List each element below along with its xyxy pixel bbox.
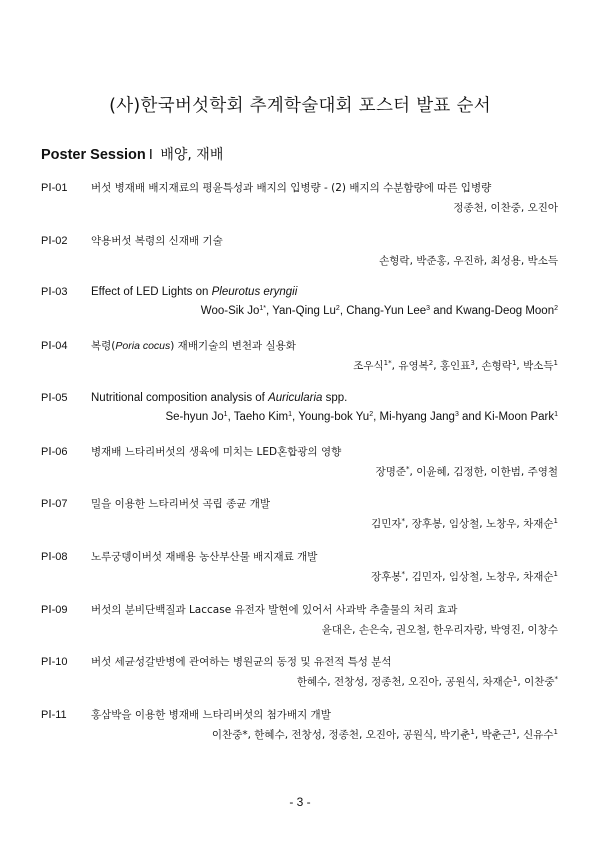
author-name: 공원식: [402, 729, 434, 741]
entry-title: 밀을 이용한 느타리버섯 곡립 종균 개발: [91, 498, 270, 511]
entry-authors: 장후봉*, 김민자, 임상철, 노창우, 차재순$^1$: [371, 569, 558, 583]
entry-title-line: [41, 654, 392, 669]
poster-entry: [0, 496, 600, 536]
author-name: Young-bok Yu: [298, 410, 370, 423]
entry-title: 버섯의 분비단백질과 Laccase 유전자 발현에 있어서 사과박 추출물의 처리 효과: [91, 603, 458, 616]
entry-code: PⅠ-10: [41, 656, 68, 669]
author-name: 조우식: [353, 360, 384, 373]
entry-authors: Woo-Sik $Jo^{1*}$, Yan-Qing Lu$^2$, Chang-Yun Lee$^3$ and Kwang-Deog Moon$^2$: [200, 305, 558, 318]
author-name: 장후봉: [371, 570, 402, 583]
entry-title: 버섯 세균성갈반병에 관여하는 병원균의 동정 및 유전적 특성 분석: [91, 656, 392, 669]
author-name: 이찬중*: [211, 729, 248, 741]
poster-entry: [0, 285, 600, 325]
author-name: 홍인표: [439, 360, 471, 373]
entry-code: PⅠ-03: [41, 286, 68, 299]
poster-entry: [0, 444, 600, 484]
author-name: 차재순: [523, 518, 554, 531]
author-name: 공원식: [445, 676, 476, 689]
author-affiliation-mark: 1*: [259, 305, 267, 313]
author-name: 정종천: [328, 729, 359, 741]
author-affiliation-mark: 1: [511, 728, 517, 736]
author-affiliation-mark: 1: [553, 517, 558, 526]
entry-authors: 조우식$^{1*}$, 유영복$^2$, 홍인표$^3$, 손형락$^1$, 박소득$^1$: [353, 359, 558, 373]
author-affiliation-mark: 1: [288, 410, 293, 418]
author-name: Se-hyun Jo: [165, 410, 224, 423]
author-name: 차재순: [523, 570, 554, 583]
entry-code: PⅠ-08: [41, 550, 68, 563]
entry-title-line: [41, 180, 491, 195]
author-name: Chang-Yun Lee: [346, 305, 427, 318]
author-affiliation-mark: 1: [511, 359, 517, 368]
poster-entry: [0, 654, 600, 694]
author-name: 박기춘: [439, 729, 471, 741]
poster-entry: [0, 233, 600, 273]
entry-authors: 손형락, 박준홍, 우진하, 최성용, 박소득: [379, 254, 558, 267]
author-name: 한혜수: [296, 676, 328, 689]
author-name: Ki-Moon Park: [484, 410, 555, 423]
author-name: 정종천: [371, 676, 402, 689]
author-name: 전창성: [291, 729, 322, 741]
poster-entry: [0, 338, 600, 378]
author-name: 이한범: [490, 465, 521, 478]
entry-title-line: [41, 285, 297, 298]
entry-authors: 김민자*, 장후봉, 임상철, 노창우, 차재순$^1$: [371, 517, 558, 531]
session-topic: 배양, 재배: [160, 147, 224, 163]
author-affiliation-mark: 1*: [383, 359, 392, 368]
author-affiliation-mark: *: [401, 517, 406, 526]
author-name: 장후봉: [411, 518, 443, 531]
entry-code: PⅠ-05: [41, 391, 68, 404]
entry-title-italic: Auricularia: [268, 391, 323, 404]
entry-authors: 이찬중*, 한혜수, 전창성, 정종천, 오진아, 공원식, 박기춘$^1$, 박춘근$^1$, 신유수$^1$: [211, 728, 558, 741]
poster-entry: [0, 391, 600, 431]
author-name: Yan-Qing Lu: [272, 305, 336, 318]
author-name: 임상철: [448, 570, 480, 583]
session-heading: [41, 144, 223, 164]
author-affiliation-mark: *: [554, 675, 558, 684]
entry-title: 노루궁뎅이버섯 재배용 농산부산물 배지재료 개발: [91, 550, 318, 563]
entry-title: Nutritional composition analysis of Auricularia spp.: [91, 391, 348, 404]
author-name: 이윤혜: [416, 465, 447, 478]
entry-code: PⅠ-09: [41, 603, 68, 616]
entry-code: PⅠ-11: [41, 709, 67, 721]
entry-title-line: [41, 338, 296, 353]
author-name: Woo-Sik Jo: [200, 305, 260, 318]
poster-entry: [0, 180, 600, 220]
author-affiliation-mark: 2: [554, 305, 558, 313]
entry-code: PⅠ-07: [41, 498, 68, 511]
entry-authors: 정종천, 이찬중, 오진아: [453, 202, 558, 214]
session-numeral: Ⅰ: [148, 146, 153, 162]
entry-authors: 장명준*, 이윤혜, 김정한, 이한범, 주영철: [375, 464, 558, 478]
poster-entry: [0, 707, 600, 747]
author-name: 신유수: [523, 729, 554, 741]
author-name: 주영철: [527, 465, 558, 478]
author-affiliation-mark: 2: [369, 410, 374, 418]
entry-title: 병재배 느타리버섯의 생육에 미치는 LED혼합광의 영향: [91, 445, 342, 458]
poster-entry: [0, 602, 600, 642]
entry-title-line: [41, 391, 347, 404]
entry-title-line: [41, 707, 331, 722]
entry-title-line: [41, 549, 317, 564]
entry-code: PⅠ-06: [41, 445, 68, 458]
author-name: 한혜수: [254, 729, 285, 741]
author-name: 김정한: [453, 465, 484, 478]
author-name: 유영복: [398, 360, 429, 373]
entry-title: Effect of LED Lights on Pleurotus eryngii: [91, 286, 298, 299]
author-affiliation-mark: 1: [512, 675, 518, 684]
entry-code: PⅠ-04: [41, 340, 68, 353]
author-name: Mi-hyang Jang: [379, 410, 455, 423]
entry-code: PⅠ-02: [41, 234, 68, 247]
author-affiliation-mark: 2: [335, 305, 340, 313]
author-name: 김민자: [411, 570, 443, 583]
entry-title: 버섯 병재배 배지재료의 평윤특성과 배지의 입병량 - (2) 배지의 수분함량에 따른 입병량: [91, 182, 492, 194]
author-affiliation-mark: 3: [470, 359, 475, 368]
author-name: 손형락: [481, 360, 512, 373]
page-number: - 3 -: [289, 795, 311, 809]
author-affiliation-mark: 2: [428, 359, 434, 368]
author-name: 이찬중: [524, 676, 555, 689]
author-name: Taeho Kim: [233, 410, 289, 423]
author-name: 박춘근: [481, 729, 512, 741]
entry-title: 복령(Poria cocus) 재배기술의 변천과 실용화: [91, 340, 296, 353]
author-name: 전창성: [333, 676, 365, 689]
entry-title-italic: Poria cocus: [115, 340, 171, 353]
entry-code: PⅠ-01: [41, 182, 68, 194]
entry-title-line: [41, 496, 270, 511]
author-name: 임상철: [448, 518, 480, 531]
author-affiliation-mark: 1: [553, 359, 558, 368]
entry-title-line: [41, 444, 341, 459]
author-name: 차재순: [482, 676, 513, 689]
entry-title: 홍삼박을 이용한 병재배 느타리버섯의 첨가배지 개발: [91, 709, 331, 721]
author-affiliation-mark: *: [406, 464, 410, 473]
entry-title: 약용버섯 복령의 신재배 기술: [91, 234, 223, 247]
author-name: 노창우: [485, 570, 517, 583]
author-name: 장명준: [375, 465, 406, 478]
entry-title-line: [41, 233, 223, 248]
author-name: 노창우: [485, 518, 517, 531]
page-title: (사)한국버섯학회 추계학술대회 포스터 발표 순서: [109, 96, 491, 116]
author-name: 박소득: [523, 360, 554, 373]
author-affiliation-mark: 1: [553, 569, 558, 578]
author-affiliation-mark: *: [401, 569, 406, 578]
author-name: 오진아: [365, 729, 397, 741]
entry-authors: 한혜수, 전창성, 정종천, 오진아, 공원식, 차재순$^1$, 이찬중*: [296, 675, 558, 689]
author-name: 오진아: [408, 676, 439, 689]
entry-title-italic: Pleurotus eryngii: [211, 286, 298, 299]
author-affiliation-mark: 1: [554, 410, 558, 418]
author-affiliation-mark: 3: [426, 305, 431, 313]
author-name: Kwang-Deog Moon: [455, 305, 555, 318]
author-affiliation-mark: 1: [470, 728, 475, 736]
author-affiliation-mark: 1: [553, 728, 558, 736]
entry-authors: 윤대은, 손은숙, 권오철, 한우리자랑, 박영진, 이창수: [321, 623, 558, 636]
entry-authors: Se-hyun Jo$^1$, Taeho Kim$^1$, Young-bok Yu$^2$, Mi-hyang Jang$^3$ and Ki-Moon Park$^1$: [165, 410, 558, 423]
author-affiliation-mark: 3: [454, 410, 459, 418]
poster-entry: [0, 549, 600, 589]
session-name: Poster Session: [41, 147, 146, 163]
entry-title-line: [41, 602, 457, 617]
author-name: 김민자: [371, 518, 402, 531]
author-affiliation-mark: 1: [223, 410, 228, 418]
